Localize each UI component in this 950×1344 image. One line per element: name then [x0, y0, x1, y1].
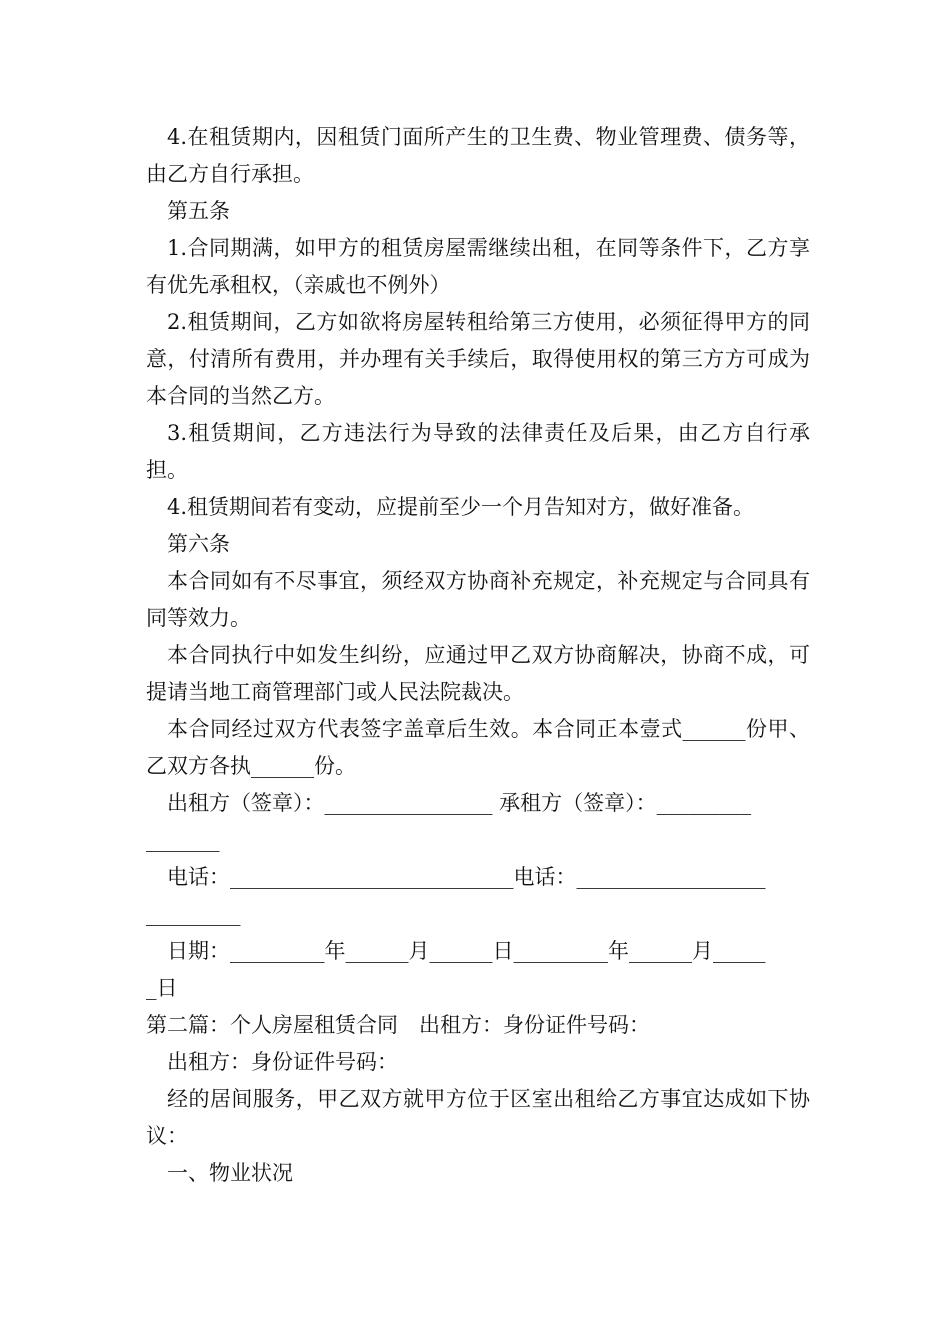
- section-property-status: 一、物业状况: [167, 1161, 293, 1185]
- heading-article6: 第六条: [167, 532, 230, 556]
- paragraph-article5-clause4: 4.租赁期间若有变动，应提前至少一个月告知对方，做好准备。: [167, 495, 755, 519]
- date-line-continuation: _日: [146, 976, 178, 1000]
- second-contract-heading: 第二篇：个人房屋租赁合同 出租方：身份证件号码：: [146, 1013, 650, 1037]
- paragraph-article6-dispute: 本合同执行中如发生纠纷，应通过甲乙双方协商解决，协商不成，可提请当地工商管理部门或人民法院裁决。: [146, 643, 810, 704]
- signature-line: 出租方（签章）：________________ 承租方（签章）：_________: [167, 791, 752, 815]
- paragraph-article6-effect: 本合同经过双方代表签字盖章后生效。本合同正本壹式______份甲、乙双方各执______份。: [146, 717, 810, 778]
- paragraph-article5-clause1: 1.合同期满，如甲方的租赁房屋需继续出租，在同等条件下，乙方享有优先承租权，（亲戚也不例外）: [146, 236, 810, 297]
- paragraph-article4-clause4: 4.在租赁期内，因租赁门面所产生的卫生费、物业管理费、债务等，由乙方自行承担。: [146, 125, 810, 186]
- paragraph-article6-supplement: 本合同如有不尽事宜，须经双方协商补充规定，补充规定与合同具有同等效力。: [146, 569, 810, 630]
- phone-line-continuation: _________: [146, 902, 241, 926]
- lessor-id-line: 出租方：身份证件号码：: [167, 1050, 398, 1074]
- heading-article5: 第五条: [167, 199, 230, 223]
- paragraph-article5-clause3: 3.租赁期间，乙方违法行为导致的法律责任及后果，由乙方自行承担。: [146, 421, 810, 482]
- date-line: 日期：_________年______月______日_________年______月_____: [167, 939, 766, 963]
- paragraph-article5-clause2: 2.租赁期间，乙方如欲将房屋转租给第三方使用，必须征得甲方的同意，付清所有费用，并办理有关手续后，取得使用权的第三方方可成为本合同的当然乙方。: [146, 310, 810, 408]
- signature-block: [146, 785, 810, 1007]
- phone-line: 电话：___________________________电话：__________________: [167, 865, 766, 889]
- signature-line-continuation: _______: [146, 828, 220, 852]
- agreement-intro: 经的居间服务，甲乙双方就甲方位于区室出租给乙方事宜达成如下协议：: [146, 1087, 810, 1148]
